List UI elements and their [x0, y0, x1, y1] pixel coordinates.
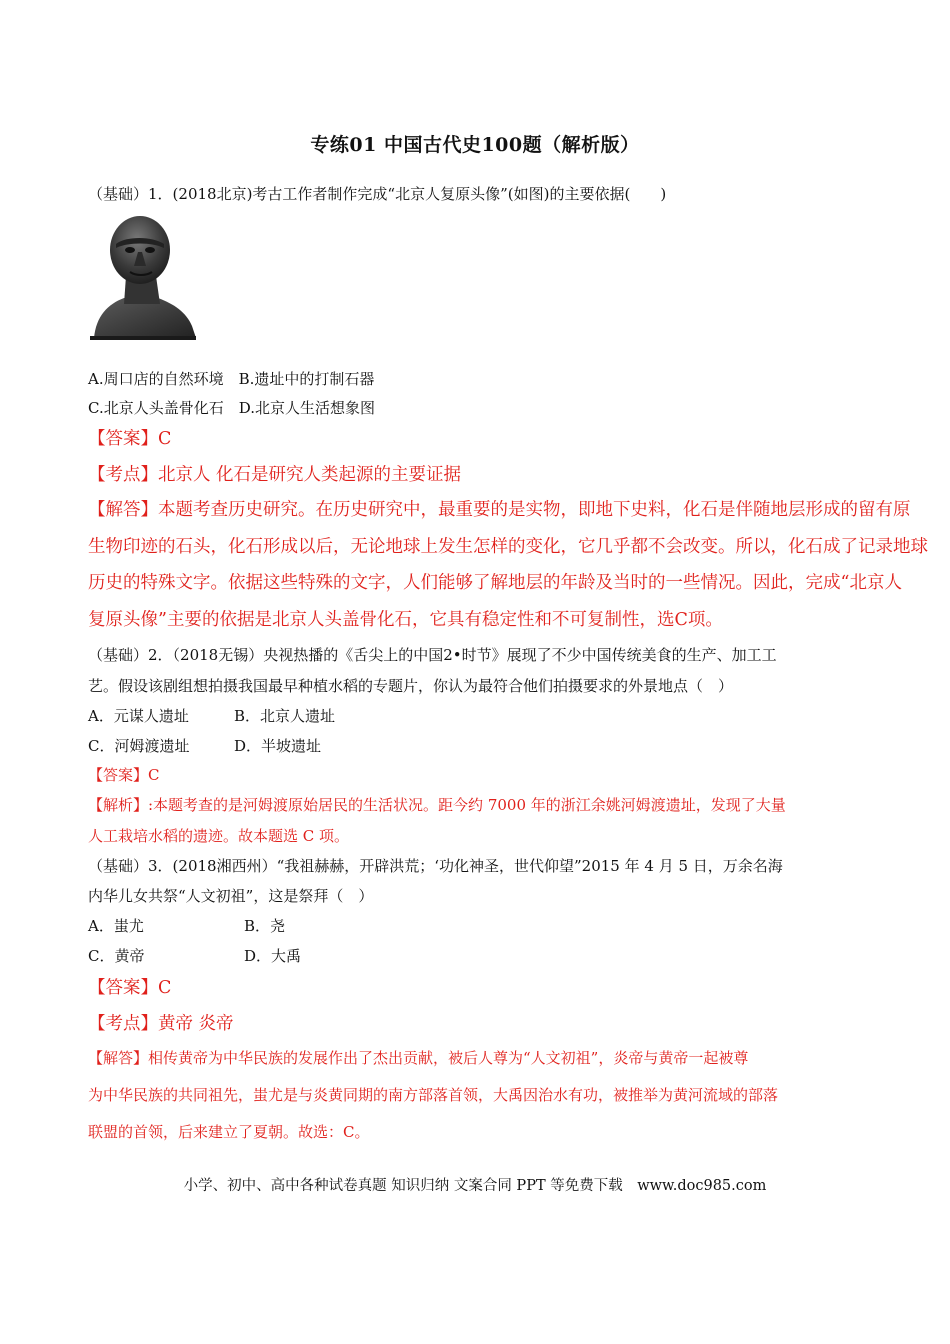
q2-option-d: D．半坡遗址: [234, 737, 322, 755]
q1-answer: 【答案】C: [88, 429, 172, 449]
q1-explanation-line2: 生物印迹的石头，化石形成以后，无论地球上发生怎样的变化，它几乎都不会改变。所以，化石成了记录地球: [88, 537, 928, 557]
q2-explanation-line2: 人工栽培水稻的遗迹。故本题选 C 项。: [88, 827, 350, 845]
q3-knowledge-point: 【考点】黄帝 炎帝: [88, 1014, 234, 1034]
q3-explanation-line3: 联盟的首领，后来建立了夏朝。故选：C。: [88, 1123, 370, 1141]
q3-explanation-line1: 【解答】相传黄帝为中华民族的发展作出了杰出贡献，被后人尊为“人文初祖”，炎帝与黄帝一起被尊: [88, 1049, 749, 1067]
q3-option-a: A．蚩尤: [88, 917, 144, 935]
q1-stem: （基础）1．(2018北京)考古工作者制作完成“北京人复原头像”(如图)的主要依据( ): [88, 185, 667, 203]
q2-stem-line2: 艺。假设该剧组想拍摄我国最早种植水稻的专题片，你认为最符合他们拍摄要求的外景地点（ ）: [88, 677, 734, 695]
q3-answer: 【答案】C: [88, 978, 172, 998]
q1-options-row1: A.周口店的自然环境 B.遗址中的打制石器: [88, 370, 375, 388]
q2-option-a: A．元谋人遗址: [88, 707, 189, 725]
q2-option-c: C．河姆渡遗址: [88, 737, 190, 755]
q1-options-row2: C.北京人头盖骨化石 D.北京人生活想象图: [88, 399, 375, 417]
q3-option-c: C．黄帝: [88, 947, 145, 965]
q3-option-d: D．大禹: [244, 947, 302, 965]
q3-stem-line1: （基础）3．(2018湘西州）“我祖赫赫，开辟洪荒；‘功化神圣，世代仰望”2015 年 4 月 5 日，万余名海: [88, 857, 783, 875]
q1-explanation-line3: 历史的特殊文字。依据这些特殊的文字，人们能够了解地层的年龄及当时的一些情况。因此，完成“北京人: [88, 573, 902, 593]
q3-option-b: B．尧: [244, 917, 286, 935]
peking-man-bust-image: [86, 212, 198, 340]
q2-explanation-line1: 【解析】:本题考查的是河姆渡原始居民的生活状况。距今约 7000 年的浙江余姚河姆渡遗址，发现了大量: [88, 796, 786, 814]
q2-stem-line1: （基础）2．（2018无锡）央视热播的《舌尖上的中国2•时节》展现了不少中国传统美食的生产、加工工: [88, 646, 777, 664]
q1-knowledge-point: 【考点】北京人 化石是研究人类起源的主要证据: [88, 465, 462, 485]
q1-explanation-line1: 【解答】本题考查历史研究。在历史研究中，最重要的是实物，即地下史料，化石是伴随地层形成的留有原: [88, 500, 911, 520]
q3-explanation-line2: 为中华民族的共同祖先，蚩尤是与炎黄同期的南方部落首领，大禹因治水有功，被推举为黄河流域的部落: [88, 1086, 779, 1104]
page-title: 专练01 中国古代史100题（解析版）: [310, 134, 640, 156]
q2-answer: 【答案】C: [88, 766, 160, 784]
q3-stem-line2: 内华儿女共祭“人文初祖”，这是祭拜（ ）: [88, 887, 374, 905]
q1-explanation-line4: 复原头像”主要的依据是北京人头盖骨化石，它具有稳定性和不可复制性，选C项。: [88, 610, 723, 630]
page-footer: 小学、初中、高中各种试卷真题 知识归纳 文案合同 PPT 等免费下载 www.doc985.com: [183, 1178, 767, 1194]
q2-option-b: B．北京人遗址: [234, 707, 336, 725]
